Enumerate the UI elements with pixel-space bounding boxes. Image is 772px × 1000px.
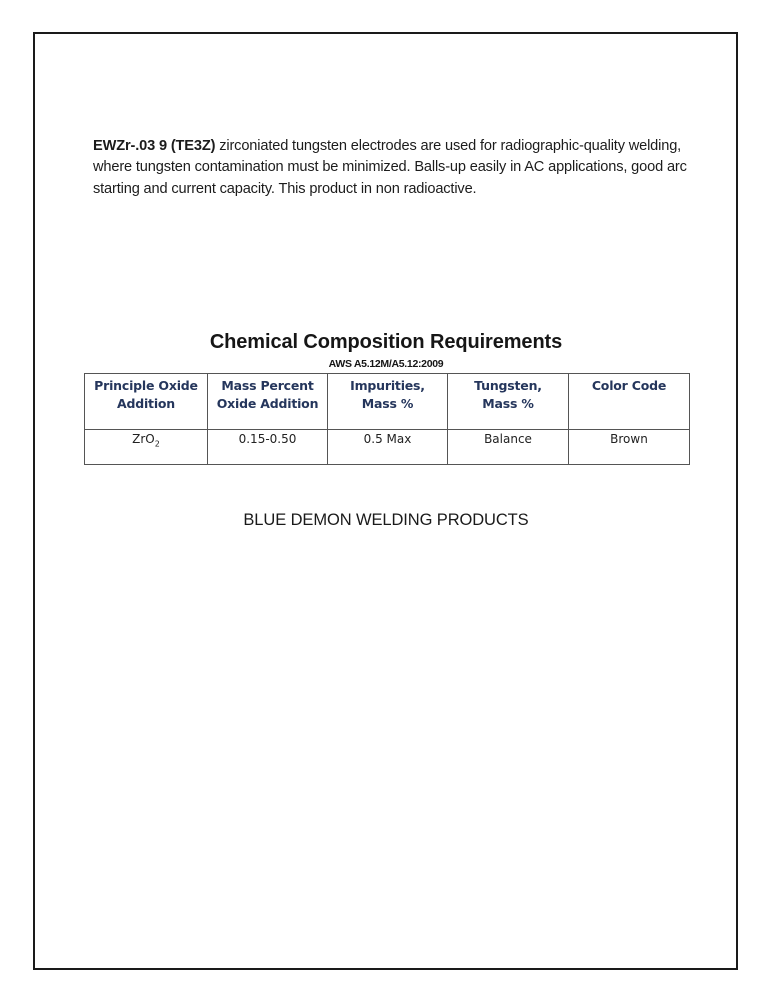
product-code: EWZr-.03 9 (TE3Z) bbox=[93, 137, 216, 154]
cell-oxide: ZrO$_2$ bbox=[85, 430, 208, 465]
cell-mass-percent: 0.15-0.50 bbox=[208, 430, 328, 465]
standard-reference: AWS A5.12M/A5.12:2009 bbox=[328, 358, 444, 370]
table-header-row bbox=[85, 374, 690, 430]
header-color-code: Color Code bbox=[569, 374, 690, 430]
cell-color-code: Brown bbox=[569, 430, 690, 465]
brand-name: BLUE DEMON WELDING PRODUCTS bbox=[243, 511, 529, 529]
header-impurities: Impurities, Mass % bbox=[328, 374, 448, 430]
section-title: Chemical Composition Requirements bbox=[209, 331, 563, 353]
header-principle-oxide: Principle Oxide Addition bbox=[85, 374, 208, 430]
table-row bbox=[85, 430, 690, 465]
composition-table bbox=[84, 373, 690, 465]
header-tungsten: Tungsten, Mass % bbox=[448, 374, 569, 430]
product-description-text: zirconiated tungsten electrodes are used for radiographic-quality welding, where tungsten contamination must be minimized. Balls-up easily in AC applications, good arc starting and current capacity. This product in non radioactive. bbox=[93, 137, 687, 197]
header-mass-percent: Mass Percent Oxide Addition bbox=[208, 374, 328, 430]
product-description bbox=[93, 136, 693, 201]
cell-tungsten: Balance bbox=[448, 430, 569, 465]
cell-impurities: 0.5 Max bbox=[328, 430, 448, 465]
